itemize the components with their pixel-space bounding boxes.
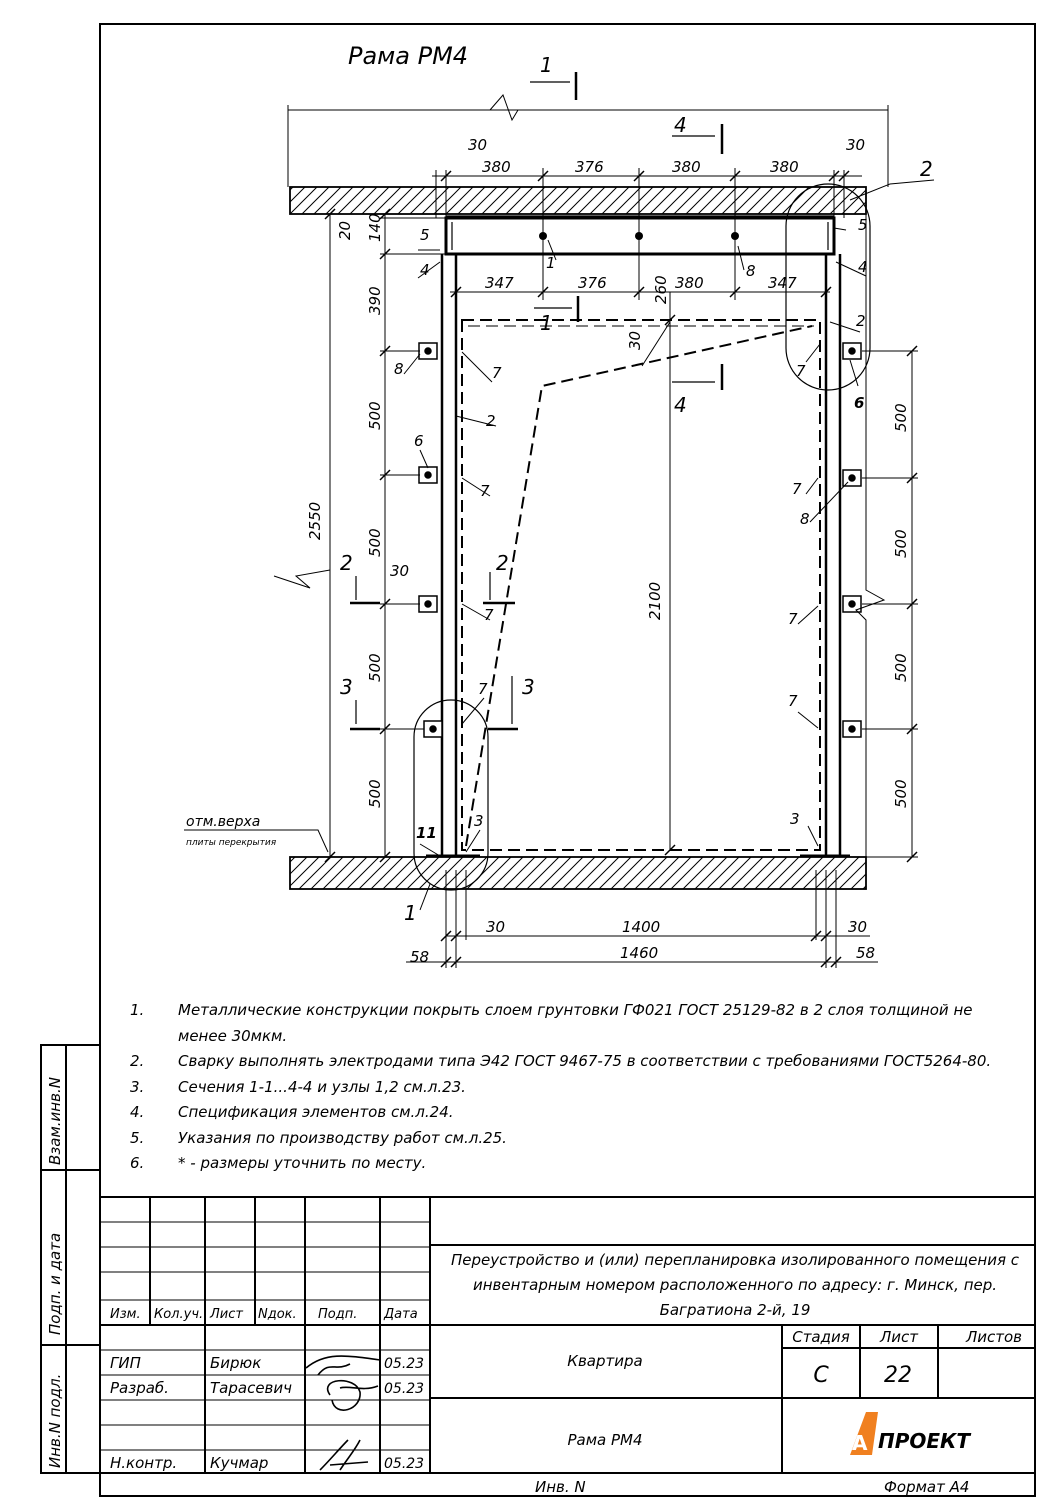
dim-top-5: 30 [846,136,866,154]
section-3-left: 3 [340,675,353,699]
dim-b2-1: 1460 [620,944,659,962]
dim-30: 30 [626,330,644,350]
level-mark-sub: плиты перекрытия [186,838,277,848]
project-line-2: Багратиона 2-й, 19 [659,1301,811,1319]
callout-6-r: 6 [854,394,865,412]
note-item: 4. Спецификация элементов см.л.24. [130,1103,454,1121]
dim-top-1: 380 [482,158,511,176]
section-1-mid: 1 [540,311,553,335]
note-item: 2. Сварку выполнять электродами типа Э42 ГОСТ 9467-75 в соответствии с требованиями ГОСТ5264-80. [130,1052,992,1070]
callout-7-a: 7 [492,364,502,382]
callout-7-d: 7 [478,680,488,698]
dim-v-3: 500 [366,401,384,430]
project-line-0: Переустройство и (или) перепланировка изолированного помещения с [451,1251,1019,1269]
node-2: 2 [920,157,933,181]
strip-label-2: Инв.N подл. [46,1373,64,1468]
callout-7-b: 7 [480,482,490,500]
strip-label-1: Подп. и дата [46,1232,64,1335]
dim-b1-2: 30 [848,918,868,936]
hdr-list: Лист [210,1307,243,1322]
sheets-label: Листов [965,1328,1023,1346]
callout-8-l: 8 [394,360,404,378]
callout-7-f: 7 [792,480,802,498]
dim-inner-1: 376 [578,274,607,292]
callout-8-a: 8 [746,262,756,280]
hdr-izm: Изм. [110,1307,141,1322]
dim-v-4: 500 [366,528,384,557]
note-item: 1. Металлические конструкции покрыть слоем грунтовки ГФ021 ГОСТ 25129-82 в 2 слоя толщиной не менее 30мкм. [130,1001,973,1045]
dim-260: 260 [652,275,670,304]
section-marks [350,72,722,729]
dim-30-small: 30 [390,562,410,580]
dim-v-2: 390 [366,286,384,315]
callout-7-c: 7 [484,606,494,624]
callout-1: 1 [546,254,556,272]
section-2-left: 2 [340,551,353,575]
dim-top-0: 30 [468,136,488,154]
dim-top-3: 380 [672,158,701,176]
dim-v-5: 500 [366,653,384,682]
drawing-title: Рама РМ4 [348,42,469,70]
callout-8-b: 8 [800,510,810,528]
company-logo [850,1412,971,1455]
dim-v-6: 500 [366,779,384,808]
callout-6-l: 6 [414,432,424,450]
note-item: 6. * - размеры уточнить по месту. [130,1154,427,1172]
dim-r-2: 500 [892,653,910,682]
row0-date: 05.23 [384,1356,425,1372]
dim-b1-1: 1400 [622,918,661,936]
callout-4-r: 4 [858,258,868,276]
callout-4-l: 4 [420,261,430,279]
strip-label-0: Взам.инв.N [46,1077,64,1165]
dim-v-1: 140 [366,213,384,242]
section-3-right: 3 [522,675,535,699]
dim-r-3: 500 [892,779,910,808]
dim-opening: 2100 [646,581,664,620]
format-label: Формат А4 [884,1478,970,1496]
anchors [419,343,861,737]
section-4-mid: 4 [674,393,687,417]
callout-7-g: 7 [788,610,798,628]
note-item: 3. Сечения 1-1...4-4 и узлы 1,2 см.л.23. [130,1077,466,1096]
node-1: 1 [404,901,417,925]
notes [130,998,1010,1177]
hdr-data: Дата [384,1307,418,1322]
row1-name: Тарасевич [210,1379,292,1397]
row0-name: Бирюк [210,1354,262,1372]
dim-total: 2550 [306,501,324,540]
callout-2-l: 2 [486,412,496,430]
callout-5-l: 5 [420,226,430,244]
row1-date: 05.23 [384,1381,425,1397]
dim-v-0: 20 [336,220,354,240]
object-name: Квартира [567,1352,643,1370]
sheet-title: Рама РМ4 [567,1431,643,1449]
row1-role: Разраб. [110,1379,169,1397]
row2-date: 05.23 [384,1456,425,1472]
callout-3-r: 3 [790,810,800,828]
level-mark: отм.верха [186,814,261,830]
section-1-top: 1 [540,53,553,77]
hdr-ndok: Nдок. [258,1307,297,1322]
dim-b2-0: 58 [410,948,430,966]
stage-label: Стадия [792,1328,850,1346]
signatures [306,1356,380,1470]
svg-text:ПРОЕКТ: ПРОЕКТ [878,1429,971,1453]
dim-top-4: 380 [770,158,799,176]
door-leaf [462,320,820,850]
sheet-label: Лист [879,1328,919,1346]
dim-b2-2: 58 [856,944,876,962]
dim-inner-2: 380 [675,274,704,292]
dim-r-0: 500 [892,403,910,432]
dim-inner-0: 347 [485,274,514,292]
hdr-koluch: Кол.уч. [154,1307,204,1322]
callout-5-r: 5 [858,216,868,234]
callout-11: 11 [416,824,437,842]
callout-7-e: 7 [796,362,806,380]
inv-label: Инв. N [535,1478,586,1496]
callout-7-h: 7 [788,692,798,710]
stage-value: С [813,1363,829,1388]
section-4-top: 4 [674,113,687,137]
dim-b1-0: 30 [486,918,506,936]
callout-3-l: 3 [474,812,484,830]
row2-name: Кучмар [210,1454,269,1472]
callout-2-r: 2 [856,312,866,330]
hdr-podp: Подп. [318,1307,358,1322]
sheet-value: 22 [884,1363,912,1388]
svg-text:А: А [852,1431,868,1455]
row0-role: ГИП [110,1354,141,1372]
note-item: 5. Указания по производству работ см.л.25. [130,1128,507,1147]
dim-top-2: 376 [575,158,604,176]
project-line-1: инвентарным номером расположенного по адресу: г. Минск, пер. [472,1276,998,1294]
dim-inner-3: 347 [768,274,797,292]
row2-role: Н.контр. [110,1454,178,1472]
section-2-right: 2 [496,551,509,575]
dim-r-1: 500 [892,529,910,558]
